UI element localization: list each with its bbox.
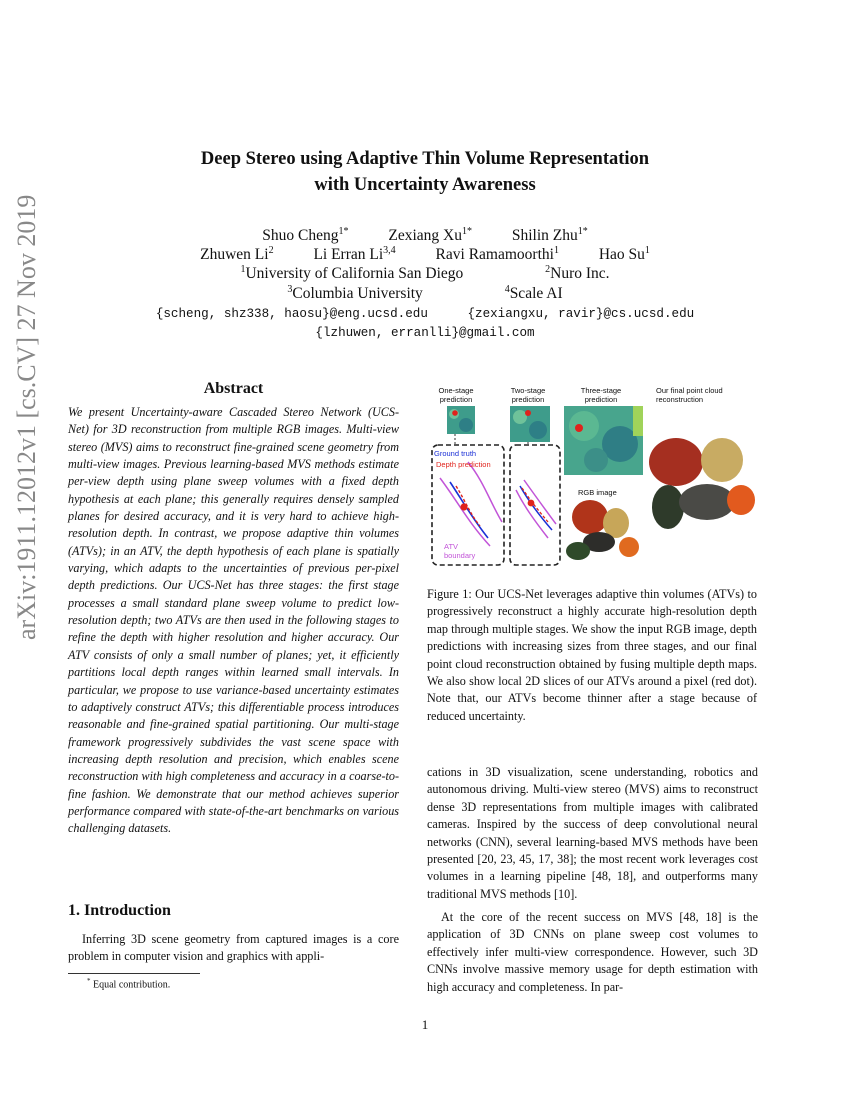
author-name: Zexiang $Xu^{1*}$: [388, 226, 472, 245]
author-row-1: [0, 226, 850, 245]
email: {zexiangxu, ravir}@cs.ucsd.edu: [467, 307, 695, 321]
author-name: Ravi Ramamoorthi$^1$: [435, 245, 559, 264]
label-three-stage: Three-stage prediction: [580, 386, 622, 404]
intro-paragraph-continued: cations in 3D visualization, scene understanding, robotics and autonomous driving. Multi-view stereo (MVS) aims to reconstruct dense 3D representations from multiple images with calibrated cameras. Inspired by the success of deep convolutional neural networks (CNN), several learning-based MVS methods have been presented [20, 23, 45, 17, 38]; the most recent work leverages cost volumes in a learning pipeline [48, 18], and outperforms many traditional MVS methods [10].: [427, 765, 758, 901]
author-name: Hao Su$^1$: [598, 245, 650, 264]
arxiv-stamp: arXiv:1911.12012v1 [cs.CV] 27 Nov 2019: [12, 194, 41, 640]
figure-1: [428, 382, 758, 574]
affiliation: $^4$Scale AI: [504, 284, 563, 303]
figure-caption: Figure 1: Our UCS-Net leverages adaptive thin volumes (ATVs) to progressively reconstruct a highly accurate high-resolution depth map through multiple stages. We show the input RGB image, depth predictions with increasing sizes from three stages, and our final point cloud reconstruction obtained by fusing multiple depth maps. We also show local 2D slices of our ATVs around a pixel (red dot). Note that, our ATVs become thinner after a stage because of reduced uncertainty.: [427, 587, 757, 723]
affiliation: $^3$Columbia University: [287, 284, 423, 303]
label-atv-boundary: ATV boundary: [444, 542, 476, 560]
label-depth-prediction: Depth prediction: [436, 460, 491, 469]
title-line-1: Deep Stereo using Adaptive Thin Volume Representation: [200, 149, 650, 169]
footnote: * Equal contribution.: [87, 977, 171, 991]
author-name: Li Erran Li$^{3,4}$: [313, 245, 396, 264]
title-line-2: with Uncertainty Awareness: [314, 175, 536, 195]
email-row-1: [0, 307, 850, 321]
email: {scheng, shz338, haosu}@eng.ucsd.edu: [155, 307, 428, 321]
author-row-2: [0, 245, 850, 264]
one-stage-depth-map: [447, 406, 475, 434]
three-stage-depth-map: [564, 406, 643, 475]
author-name: Zhuwen Li$^2$: [200, 245, 274, 264]
intro-paragraph-2: At the core of the recent success on MVS [48, 18] is the application of 3D CNNs on plane sweep cost volumes to effectively infer multi-view correspondence. However, such 3D CNNs involve massive memory usage for depth estimation with high accuracy and completeness. In par-: [427, 910, 758, 994]
affiliation: $^1$University of California San Diego: [240, 264, 464, 283]
label-two-stage: Two-stage prediction: [510, 386, 546, 404]
abstract-heading: Abstract: [203, 380, 264, 397]
affiliation-row-1: [0, 264, 850, 283]
email-row-2: [0, 326, 850, 340]
label-one-stage: One-stage prediction: [438, 386, 474, 404]
label-final-reconstruction: Our final point cloud reconstruction: [656, 386, 723, 404]
two-stage-depth-map: [510, 406, 550, 442]
label-rgb-image: RGB image: [578, 488, 617, 497]
section-heading-introduction: 1. Introduction: [68, 902, 171, 919]
point-cloud-reconstruction: [649, 438, 755, 529]
footnote-rule: [68, 973, 200, 974]
abstract-text: We present Uncertainty-aware Cascaded Stereo Network (UCS-Net) for 3D reconstruction from multiple RGB images. Multi-view stereo (MVS) aims to reconstruct fine-grained scene geometry from multi-view images. Previous learning-based MVS methods estimate per-view depth using plane sweep volumes with a fixed depth hypothesis at each plane; this generally requires densely sampled planes for desired accuracy, and it is very hard to achieve high-resolution depth. In contrast, we propose adaptive thin volumes (ATVs); in an ATV, the depth hypothesis of each plane is spatially varying, which adapts to the uncertainties of previous per-pixel depth predictions. Our UCS-Net has three stages: the first stage processes a small standard plane sweep volume to predict low-resolution depth; two ATVs are then used in the following stages to refine the depth with higher resolution and higher accuracy. Our ATV consists of only a small number of planes; yet, it efficiently partitions local depth ranges within learned small intervals. In particular, we propose to use variance-based uncertainty estimates to adaptively construct ATVs; this differentiable process introduces reasonable and fine-grained spatial partitioning. Our multi-stage framework progressively subdivides the vast scene space with increasing depth resolution and precision, which enables scene reconstruction with high completeness and accuracy in a coarse-to-fine fashion. We demonstrate that our method achieves superior performance compared with state-of-the-art benchmarks on various challenging datasets.: [68, 405, 399, 836]
author-name: Shuo Cheng$^{1*}$: [262, 226, 349, 245]
rgb-image: [566, 500, 639, 560]
email: {lzhuwen, erranlli}@gmail.com: [315, 326, 535, 340]
footnote-text: Equal contribution.: [93, 979, 171, 991]
intro-paragraph: Inferring 3D scene geometry from captured images is a core problem in computer vision and graphics with appli-: [68, 932, 399, 964]
label-ground-truth: Ground truth: [434, 449, 477, 458]
author-name: Shilin Zhu$^{1*}$: [511, 226, 588, 245]
affiliation-row-2: [0, 284, 850, 303]
affiliation: $^2$Nuro Inc.: [545, 264, 610, 283]
paper-title: [0, 146, 850, 198]
page-number: 1: [421, 1017, 429, 1032]
